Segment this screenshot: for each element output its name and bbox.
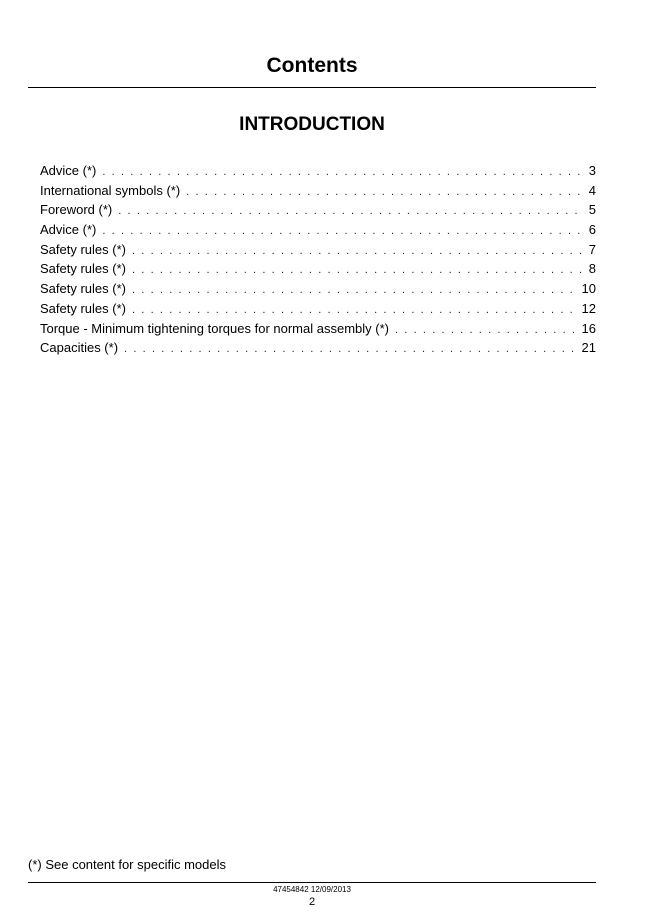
toc-entry[interactable]: [40, 319, 596, 339]
section-title: INTRODUCTION: [239, 114, 385, 135]
toc-entry-page: 7: [588, 241, 596, 257]
toc-entry-page: 3: [588, 163, 596, 178]
toc-dot-leader: [132, 242, 585, 262]
toc-dot-leader: [118, 202, 585, 222]
toc-entry-page: 6: [588, 222, 596, 238]
toc-entry-label: Safety rules (*): [40, 241, 126, 257]
toc-dot-leader: [102, 222, 584, 242]
toc-dot-leader: [132, 281, 578, 301]
toc-entry-label: Safety rules (*): [40, 281, 126, 297]
footer-divider: [28, 882, 596, 883]
toc-dot-leader: [124, 340, 578, 360]
toc-dot-leader: [132, 261, 585, 281]
toc-entry-label: Capacities (*): [40, 340, 119, 356]
toc-entry-label: Torque - Minimum tightening torques for normal assembly (*): [40, 320, 389, 336]
toc-entry-page: 16: [581, 320, 596, 336]
page-title: Contents: [266, 54, 358, 77]
toc-entry-page: 10: [581, 281, 596, 297]
table-of-contents: [40, 161, 596, 358]
toc-entry-label: Advice (*): [40, 222, 97, 238]
footer-page-number: 2: [308, 896, 316, 908]
toc-dot-leader: [395, 321, 578, 341]
toc-entry-page: 5: [588, 202, 596, 218]
toc-entry[interactable]: [40, 259, 596, 279]
toc-entry[interactable]: [40, 338, 596, 358]
toc-entry[interactable]: [40, 220, 596, 240]
toc-entry-label: International symbols (*): [40, 182, 181, 198]
footer-document-code: 47454842 12/09/2013: [273, 885, 351, 894]
toc-entry-label: Advice (*): [40, 163, 97, 178]
toc-entry[interactable]: [40, 181, 596, 201]
toc-entry[interactable]: [40, 240, 596, 260]
toc-entry-label: Safety rules (*): [40, 261, 126, 277]
toc-entry-page: 12: [581, 300, 596, 316]
title-divider: [28, 87, 596, 88]
toc-entry-page: 21: [581, 340, 596, 356]
toc-entry-page: 4: [588, 182, 596, 198]
toc-entry-page: 8: [588, 261, 596, 277]
toc-entry-label: Foreword (*): [40, 202, 113, 218]
toc-entry[interactable]: [40, 279, 596, 299]
toc-entry[interactable]: [40, 200, 596, 220]
toc-entry-label: Safety rules (*): [40, 300, 126, 316]
toc-dot-leader: [186, 183, 585, 203]
footnote: (*) See content for specific models: [28, 857, 226, 872]
toc-entry[interactable]: [40, 161, 596, 181]
toc-entry[interactable]: [40, 299, 596, 319]
